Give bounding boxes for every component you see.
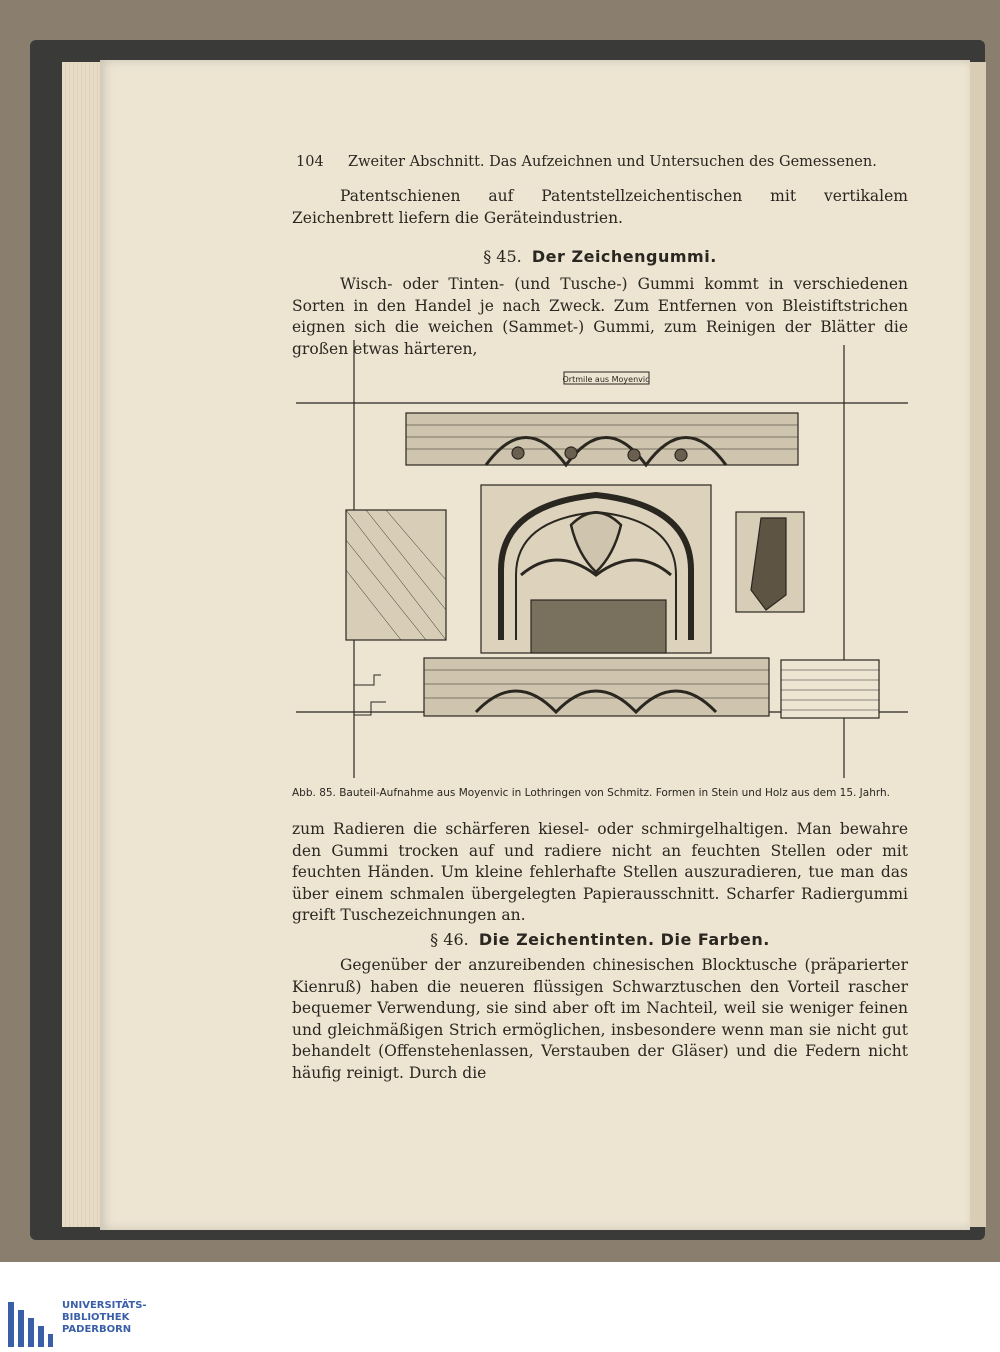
page-number: 104 bbox=[296, 154, 324, 170]
paragraph-zeichengummi: Wisch- oder Tinten- (und Tusche-) Gummi kommt in verschiedenen Sorten in den Handel je nach Zweck. Zum Entfernen von Bleistiftstrichen eignen sich die weichen (Sammet-) Gummi, zum Reinigen der Blätter die großen etwas härteren, bbox=[292, 275, 908, 358]
section-heading-46 bbox=[292, 930, 908, 949]
library-name-line1: UNIVERSITÄTS- bbox=[62, 1300, 147, 1311]
next-page-edge bbox=[968, 62, 986, 1227]
running-head bbox=[296, 152, 906, 174]
library-name-line3: PADERBORN bbox=[62, 1324, 132, 1335]
figure-caption: Abb. 85. Bauteil-Aufnahme aus Moyenvic in Lothringen von Schmitz. Formen in Stein und Holz aus dem 15. Jahrh. bbox=[292, 787, 890, 799]
section-number-45: § 45. bbox=[483, 247, 522, 266]
section-number-46: § 46. bbox=[430, 930, 469, 949]
library-name-line2: BIBLIOTHEK bbox=[62, 1312, 130, 1323]
section-title-45: Der Zeichengummi. bbox=[531, 247, 717, 266]
section-heading-45 bbox=[292, 247, 908, 266]
paragraph-zeichentinten: Gegenüber der anzureibenden chinesischen Blocktusche (präparierter Kienruß) haben die neueren flüssigen Schwarztuschen den Vorteil rascher bequemer Verwendung, sie sind aber oft im Nachteil, weil sie weniger feinen und gleichmäßigen Strich ermöglichen, insbesondere wenn man sie nicht gut behandelt (Offenstehenlassen, Verstauben der Gläser) und die Federn nicht häufig reinigt. Durch die bbox=[292, 956, 908, 1082]
paragraph-patentschienen: Patentschienen auf Patentstellzeichentischen mit vertikalem Zeichenbrett liefern die Geräteindustrien. bbox=[292, 187, 908, 227]
section-title-46: Die Zeichentinten. Die Farben. bbox=[478, 930, 770, 949]
library-logo-icon bbox=[8, 1302, 53, 1347]
running-title: Zweiter Abschnitt. Das Aufzeichnen und Untersuchen des Gemessenen. bbox=[348, 154, 877, 170]
architectural-drawing bbox=[296, 340, 908, 780]
library-footer bbox=[0, 1262, 1000, 1352]
paragraph-radieren: zum Radieren die schärferen kiesel- oder schmirgelhaltigen. Man bewahre den Gummi trocken auf und radiere nicht an feuchten Stellen oder mit feuchten Händen. Um kleine fehlerhafte Stellen auszuradieren, tue man das über einem schmalen übergelegten Papierausschnitt. Scharfer Radiergummi greift Tuschezeichnungen an. bbox=[292, 820, 908, 924]
drawing-title: Ortmile aus Moyenvic bbox=[562, 375, 650, 384]
library-name bbox=[62, 1300, 147, 1336]
